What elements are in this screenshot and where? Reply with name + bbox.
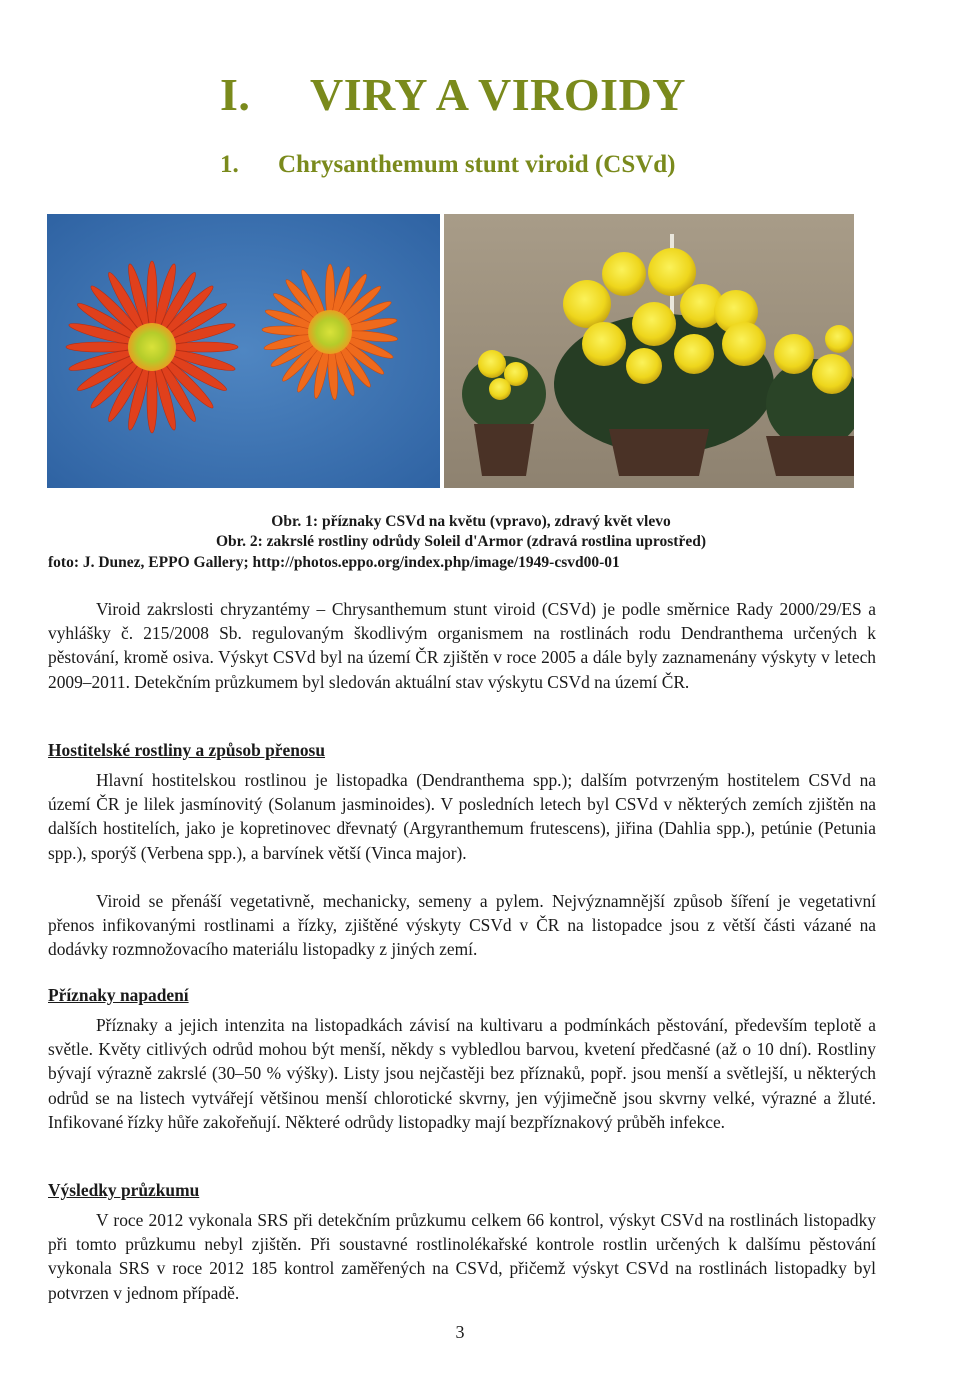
hosts-paragraph-1 <box>48 768 876 865</box>
chapter-heading <box>220 68 686 121</box>
photo-potted-plants <box>444 214 854 488</box>
intro-paragraph <box>48 597 876 694</box>
caption-line-3: foto: J. Dunez, EPPO Gallery; http://photos.eppo.org/index.php/image/1949-csvd00-01 <box>48 554 620 571</box>
caption-line-1: Obr. 1: příznaky CSVd na květu (vpravo), zdravý květ vlevo <box>271 513 671 530</box>
hosts-text-2: Viroid se přenáší vegetativně, mechanicky, semeny a pylem. Nejvýznamnější způsob šíření je vegetativní přenos infikovanými rostlinami a řízky, zjištěné výskyty CSVd v ČR na listopadce jsou z větší části vázané na dodávky rozmnožovacího materiálu listopadky z jiných zemí. <box>48 891 876 960</box>
section-number: 1. <box>220 151 239 178</box>
hosts-paragraph-2 <box>48 889 876 962</box>
chapter-title: VIRY A VIROIDY <box>310 69 687 120</box>
intro-text: Viroid zakrslosti chryzantémy – Chrysanthemum stunt viroid (CSVd) je podle směrnice Rady 2000/29/ES a vyhlášky č. 215/2008 Sb. regulovaným škodlivým organismem na rostlinách rodu Dendranthema určených k pěstování, kromě osiva. Výskyt CSVd byl na území ČR zjištěn v roce 2005 a dále byly zaznamenány výskyty v letech 2009–2011. Detekčním průzkumem byl sledován aktuální stav výskytu CSVd na území ČR. <box>48 599 876 692</box>
photo-flowers <box>47 214 440 488</box>
caption-line-2: Obr. 2: zakrslé rostliny odrůdy Soleil d'Armor (zdravá rostlina uprostřed) <box>216 533 706 550</box>
symptoms-paragraph <box>48 1013 876 1134</box>
section-heading <box>220 151 676 179</box>
results-heading: Výsledky průzkumu <box>48 1180 200 1200</box>
hosts-heading: Hostitelské rostliny a způsob přenosu <box>48 740 326 760</box>
results-text: V roce 2012 vykonala SRS při detekčním průzkumu celkem 66 kontrol, výskyt CSVd na rostlinách listopadky při tomto průzkumu nebyl zjištěn. Při soustavné rostlinolékařské kontrole rostlin určených k dalšímu pěstování vykonala SRS v roce 2012 185 kontrol zaměřených na CSVd, přičemž výskyt CSVd na rostlinách listopadky byl potvrzen v jednom případě. <box>48 1210 876 1303</box>
section-title: Chrysanthemum stunt viroid (CSVd) <box>278 151 676 178</box>
page-number: 3 <box>455 1322 465 1342</box>
symptoms-heading: Příznaky napadení <box>48 985 189 1005</box>
chapter-number: I. <box>220 69 251 120</box>
symptoms-text: Příznaky a jejich intenzita na listopadkách závisí na kultivaru a podmínkách pěstování, především teplotě a světle. Květy citlivých odrůd mohou být menší, někdy s vybledlou barvou, kvetení předčasné (až o 10 dní). Rostliny bývají výrazně zakrslé (30–50 % výšky). Listy jsou nejčastěji bez příznaků, popř. jsou menší a světlejší, u některých odrůd se na listech vytvářejí většinou menší chlorotické skvrny, jen výjimečně jsou skvrny velké, výrazné a žluté. Infikované řízky hůře zakořeňují. Některé odrůdy listopadky mají bezpříznakový průběh infekce. <box>48 1015 876 1132</box>
hosts-text-1: Hlavní hostitelskou rostlinou je listopadka (Dendranthema spp.); dalším potvrzeným hostitelem CSVd na území ČR je lilek jasmínovitý (Solanum jasminoides). V posledních letech byl CSVd v některých zemích zjištěn na dalších hostitelích, jako je kopretinovec dřevnatý (Argyranthemum frutescens), jiřina (Dahlia spp.), petúnie (Petunia spp.), sporýš (Verbena spp.), a barvínek větší (Vinca major). <box>48 770 876 863</box>
results-paragraph <box>48 1208 876 1305</box>
